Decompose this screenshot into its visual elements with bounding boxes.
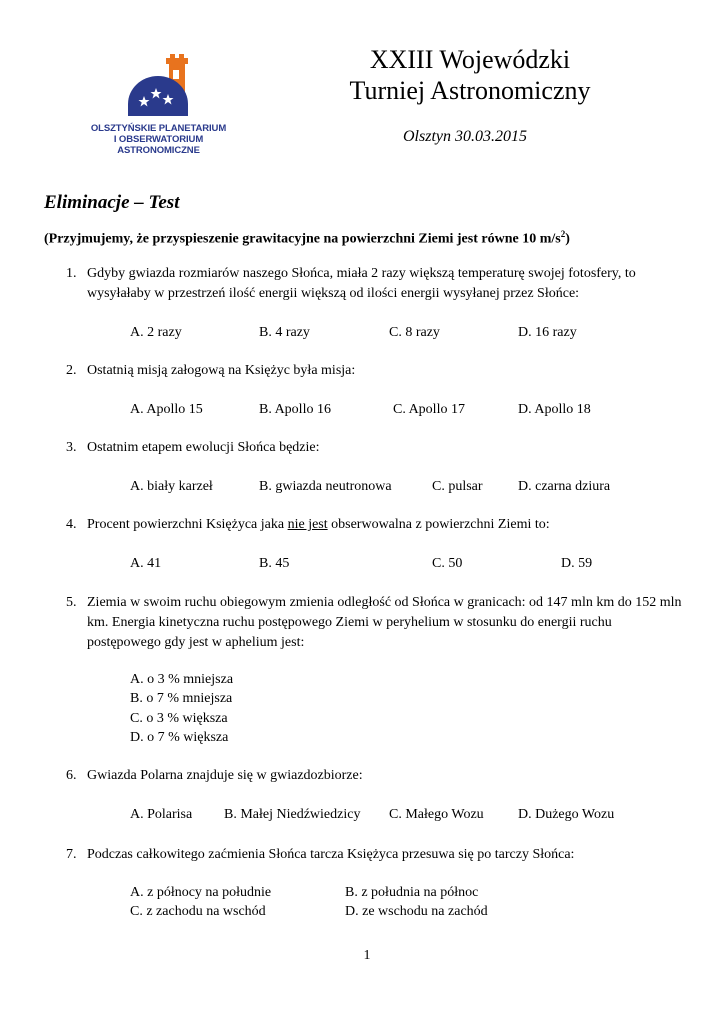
- answer-option: B. gwiazda neutronowa: [259, 479, 392, 494]
- answer-option: D. ze wschodu na zachód: [345, 904, 488, 919]
- answer-option: B. Małej Niedźwiedzicy: [224, 807, 361, 822]
- logo-caption-line: I OBSERWATORIUM: [113, 134, 204, 145]
- answer-option: C. Małego Wozu: [389, 807, 484, 822]
- document-title: [320, 44, 620, 106]
- answer-option: A. Polarisa: [130, 807, 193, 822]
- logo-caption-line: OLSZTYŃSKIE PLANETARIUM: [90, 123, 227, 134]
- title-line-1: XXIII Wojewódzki: [369, 45, 571, 74]
- question-number: 1.: [66, 266, 77, 281]
- question-number: 5.: [66, 595, 77, 610]
- answer-option: D. Apollo 18: [518, 402, 591, 417]
- assumption-close: ): [565, 231, 570, 247]
- place-date: Olsztyn 30.03.2015: [403, 128, 527, 145]
- question-text: Ziemia w swoim ruchu obiegowym zmienia odległość od Słońca w granicach: od 147 mln km do 152 mln km. Energia kinetyczna ruchu postępowego Ziemi w peryhelium w stosunku do energii ruchu postępowego gdy jest w aphelium jest:: [87, 595, 682, 650]
- question-number: 2.: [66, 363, 77, 378]
- answer-option: C. Apollo 17: [393, 402, 465, 417]
- question-number: 3.: [66, 440, 77, 455]
- answer-option: C. z zachodu na wschód: [130, 904, 266, 919]
- question-text: Podczas całkowitego zaćmienia Słońca tarcza Księżyca przesuwa się po tarczy Słońca:: [87, 847, 575, 862]
- answer-option: C. 50: [432, 556, 463, 571]
- question-number: 7.: [66, 847, 77, 862]
- answer-option: A. 2 razy: [130, 325, 182, 340]
- page-number: 1: [363, 948, 371, 963]
- answer-option: A. Apollo 15: [130, 402, 203, 417]
- answer-option: B. 4 razy: [259, 325, 310, 340]
- question-text-underlined: nie jest: [287, 517, 328, 532]
- answer-option: D. 16 razy: [518, 325, 577, 340]
- question-text-part: Procent powierzchni Księżyca jaka: [87, 517, 288, 532]
- answer-option: C. pulsar: [432, 479, 483, 494]
- answer-option: A. o 3 % mniejsza: [130, 672, 234, 687]
- answer-option: B. o 7 % mniejsza: [130, 691, 233, 706]
- question-number: 6.: [66, 768, 77, 783]
- answer-option: C. 8 razy: [389, 325, 440, 340]
- question-text: Ostatnią misją załogową na Księżyc była misja:: [87, 363, 356, 378]
- assumption-text: (Przyjmujemy, że przyspieszenie grawitacyjne na powierzchni Ziemi jest równe 10 m/s: [44, 231, 561, 247]
- answer-option: D. Dużego Wozu: [518, 807, 615, 822]
- observatory-icon: [126, 52, 192, 118]
- planetarium-logo: [86, 52, 231, 162]
- answer-option: A. z północy na południe: [130, 885, 272, 900]
- section-title: Eliminacje – Test: [44, 192, 180, 213]
- question-text: [87, 515, 687, 535]
- answer-option: A. 41: [130, 556, 162, 571]
- answer-option: A. biały karzeł: [130, 479, 213, 494]
- assumption-superscript: 2: [560, 229, 566, 239]
- logo-caption: [86, 123, 231, 156]
- logo-caption-line: ASTRONOMICZNE: [117, 145, 200, 156]
- question-number: 4.: [66, 517, 77, 532]
- answer-option: C. o 3 % większa: [130, 711, 228, 726]
- answer-option: B. Apollo 16: [259, 402, 331, 417]
- answer-option: D. o 7 % większa: [130, 730, 229, 745]
- answer-option: B. z południa na północ: [345, 885, 479, 900]
- title-line-2: Turniej Astronomiczny: [349, 76, 591, 105]
- answer-option: D. 59: [561, 556, 593, 571]
- question-text: Gdyby gwiazda rozmiarów naszego Słońca, miała 2 razy większą temperaturę swojej fotosfery, to wysyłałaby w przestrzeń ilość energii większą od ilości energii wysyłanej przez Słońce:: [87, 266, 636, 301]
- answer-option: D. czarna dziura: [518, 479, 611, 494]
- assumption-note: [44, 229, 570, 248]
- question-text-part: obserwowalna z powierzchni Ziemi to:: [327, 517, 550, 532]
- answer-option: B. 45: [259, 556, 290, 571]
- question-text: Ostatnim etapem ewolucji Słońca będzie:: [87, 440, 320, 455]
- question-text: Gwiazda Polarna znajduje się w gwiazdozbiorze:: [87, 768, 363, 783]
